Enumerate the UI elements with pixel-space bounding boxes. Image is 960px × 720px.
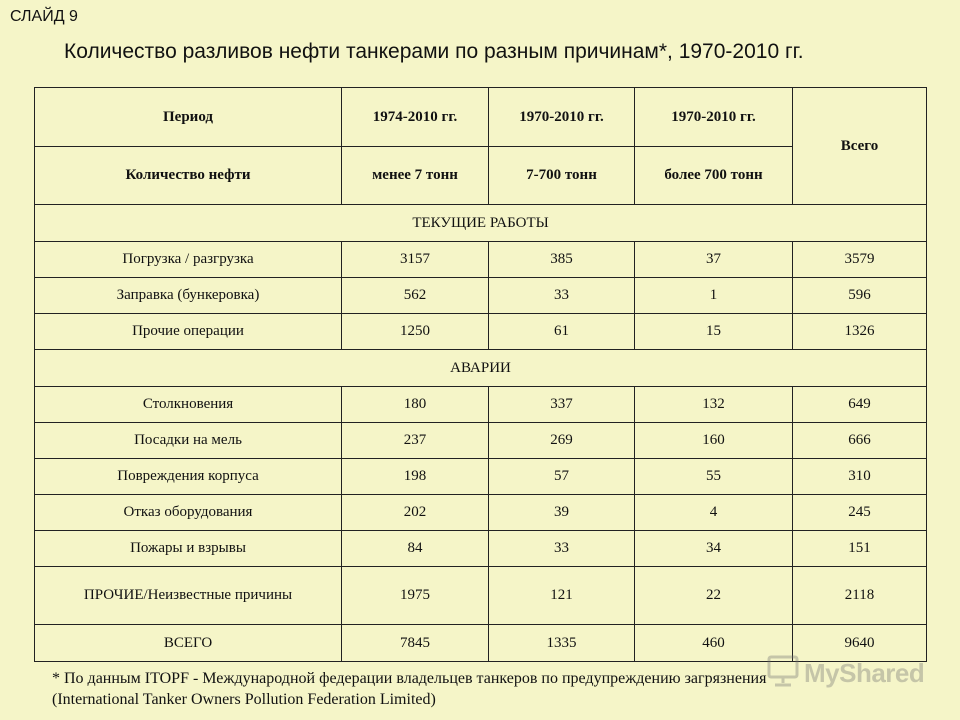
row-label: Посадки на мель [35,423,342,459]
section-title-accidents: АВАРИИ [35,350,927,387]
header-quantity-2: 7-700 тонн [489,147,635,205]
cell-value: 1 [635,278,793,314]
row-label: Отказ оборудования [35,495,342,531]
cell-total: 649 [793,387,927,423]
cell-value: 22 [635,567,793,625]
slide-title: Количество разливов нефти танкерами по разным причинам*, 1970-2010 гг. [64,40,804,63]
cell-value: 55 [635,459,793,495]
header-period-3: 1970-2010 гг. [635,88,793,147]
header-quantity-label: Количество нефти [35,147,342,205]
section-title-current-operations: ТЕКУЩИЕ РАБОТЫ [35,205,927,242]
cell-value: 180 [342,387,489,423]
table-row [35,495,927,531]
table-row [35,531,927,567]
row-label: Повреждения корпуса [35,459,342,495]
cell-value: 337 [489,387,635,423]
cell-total: 310 [793,459,927,495]
cell-value: 1335 [489,625,635,662]
cell-value: 460 [635,625,793,662]
cell-total: 1326 [793,314,927,350]
cell-value: 57 [489,459,635,495]
row-label: ПРОЧИЕ/Неизвестные причины [35,567,342,625]
cell-value: 15 [635,314,793,350]
header-period-1: 1974-2010 гг. [342,88,489,147]
cell-value: 160 [635,423,793,459]
table-row [35,387,927,423]
cell-value: 237 [342,423,489,459]
footnote-line-2: (International Tanker Owners Pollution Federation Limited) [52,691,436,708]
table-row [35,278,927,314]
cell-value: 39 [489,495,635,531]
header-quantity-3: более 700 тонн [635,147,793,205]
cell-value: 7845 [342,625,489,662]
header-quantity-1: менее 7 тонн [342,147,489,205]
cell-value: 198 [342,459,489,495]
cell-value: 121 [489,567,635,625]
header-row-period [35,88,927,147]
cell-total: 3579 [793,242,927,278]
cell-value: 202 [342,495,489,531]
header-period-label: Период [35,88,342,147]
cell-value: 4 [635,495,793,531]
section-row [35,205,927,242]
header-total-label: Всего [793,88,927,205]
cell-value: 1250 [342,314,489,350]
row-label: ВСЕГО [35,625,342,662]
oil-spill-table [34,87,927,662]
cell-total: 151 [793,531,927,567]
header-period-2: 1970-2010 гг. [489,88,635,147]
presentation-board-icon [766,654,800,693]
cell-value: 33 [489,278,635,314]
cell-value: 84 [342,531,489,567]
row-label: Погрузка / разгрузка [35,242,342,278]
cell-value: 37 [635,242,793,278]
cell-total: 245 [793,495,927,531]
cell-value: 3157 [342,242,489,278]
cell-value: 33 [489,531,635,567]
cell-total: 666 [793,423,927,459]
table-row [35,242,927,278]
row-label: Столкновения [35,387,342,423]
cell-value: 562 [342,278,489,314]
cell-value: 269 [489,423,635,459]
cell-value: 1975 [342,567,489,625]
cell-value: 385 [489,242,635,278]
watermark-text: MyShared [804,658,925,688]
watermark-logo [766,654,924,693]
table-row [35,423,927,459]
table-row [35,314,927,350]
row-label: Прочие операции [35,314,342,350]
cell-value: 132 [635,387,793,423]
table-row [35,459,927,495]
cell-value: 34 [635,531,793,567]
footnote-line-1: * По данным ITOPF - Международной федерации владельцев танкеров по предупреждению загрязнения [52,670,767,687]
table-row-other-causes [35,567,927,625]
row-label: Пожары и взрывы [35,531,342,567]
cell-total: 596 [793,278,927,314]
cell-total: 2118 [793,567,927,625]
row-label: Заправка (бункеровка) [35,278,342,314]
slide-number: СЛАЙД 9 [10,8,78,25]
section-row [35,350,927,387]
cell-value: 61 [489,314,635,350]
cell-total: 9640 [793,625,927,662]
